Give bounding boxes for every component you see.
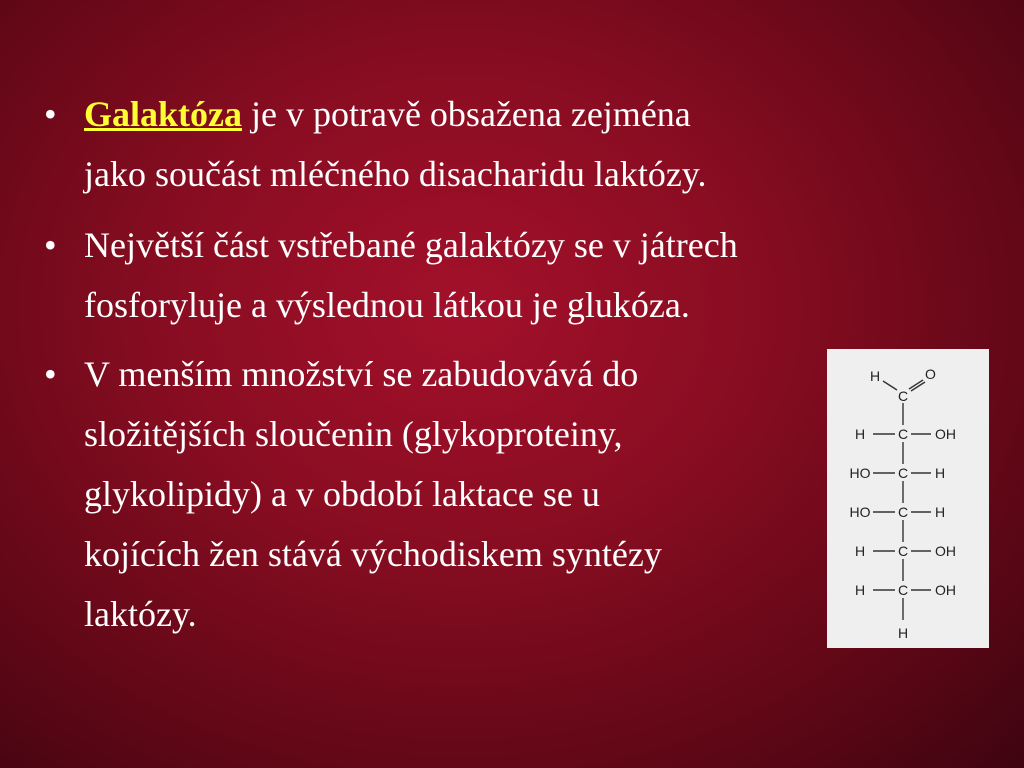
row5-center: C — [897, 582, 909, 598]
bullet-marker: • — [44, 94, 57, 134]
bullet-line: složitějších sloučenin (glykoproteiny, — [84, 414, 623, 454]
row1-left: H — [854, 426, 866, 442]
row2-right: H — [935, 465, 946, 481]
bullet-line: laktózy. — [84, 594, 197, 634]
bullet-line: jako součást mléčného disacharidu laktózy. — [84, 154, 707, 194]
term-galaktoza[interactable]: Galaktóza — [84, 94, 242, 134]
atom-h-top: H — [870, 368, 881, 384]
row5-right: OH — [935, 582, 956, 598]
fischer-projection — [827, 349, 989, 648]
bullet-marker: • — [44, 225, 57, 265]
atom-c1: C — [898, 388, 909, 404]
row3-center: C — [897, 504, 909, 520]
row1-center: C — [897, 426, 909, 442]
bullet-line: glykolipidy) a v období laktace se u — [84, 474, 600, 514]
row2-center: C — [897, 465, 909, 481]
bullet-line: kojících žen stává východiskem syntézy — [84, 534, 662, 574]
row2-left: HO — [849, 465, 871, 481]
row4-center: C — [897, 543, 909, 559]
atom-h-bottom: H — [897, 625, 909, 641]
row5-left: H — [854, 582, 866, 598]
bullet-text — [84, 215, 738, 335]
bullet-line — [84, 84, 706, 144]
row3-right: H — [935, 504, 946, 520]
bullet-text — [84, 344, 662, 644]
row1-right: OH — [935, 426, 956, 442]
bullet-marker: • — [44, 354, 57, 394]
bullet-text — [84, 84, 706, 204]
bullet-line: Největší část vstřebané galaktózy se v játrech — [84, 225, 738, 265]
row3-left: HO — [849, 504, 871, 520]
bullet-line: fosforyluje a výslednou látkou je glukóza. — [84, 285, 690, 325]
row4-left: H — [854, 543, 866, 559]
galactose-structure-image — [827, 349, 989, 648]
bullet-line: V menším množství se zabudovává do — [84, 354, 639, 394]
row4-right: OH — [935, 543, 956, 559]
bullet-line-rest: je v potravě obsažena zejména — [242, 94, 691, 134]
atom-o-top: O — [925, 366, 936, 382]
